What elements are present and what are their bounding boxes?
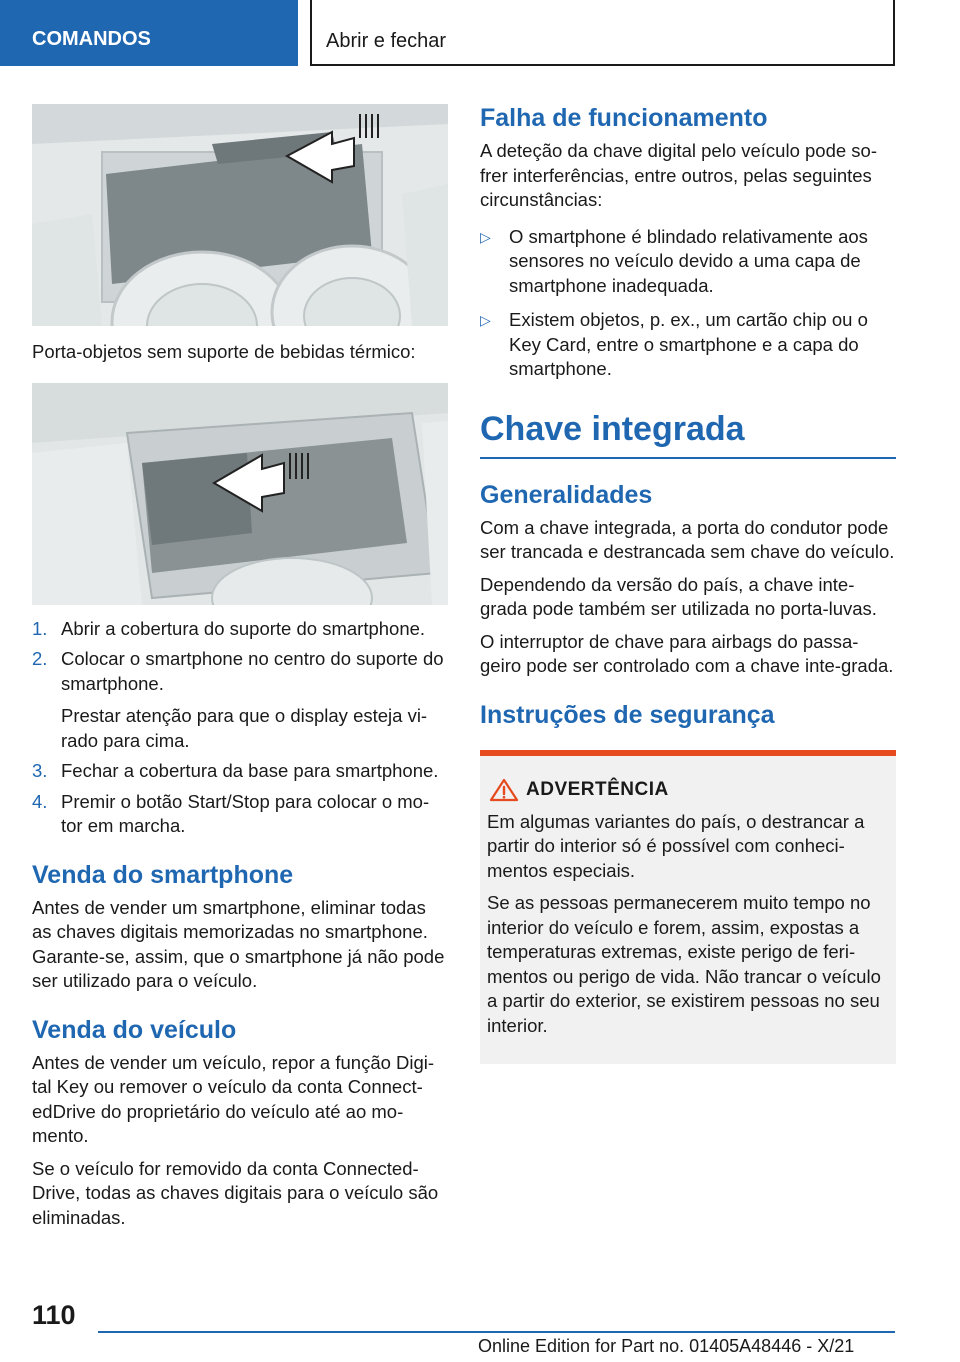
malfunction-list (480, 225, 896, 382)
warning-text-2: Se as pessoas permanecerem muito tempo no interior do veículo e forem, assim, expostas a temperaturas extremas, existe perigo de feri‐mentos ou perigo de vida. Não trancar o veículo a partir do exterior, se existirem pessoas no seu interior. (487, 892, 881, 1036)
heading-general: Generalidades (480, 480, 653, 509)
step-subtext: Prestar atenção para que o display esteja vi‐rado para cima. (61, 705, 428, 751)
header-bottom-border (310, 64, 895, 66)
left-column (32, 104, 448, 1230)
header-chapter-title: Abrir e fechar (326, 30, 447, 52)
list-item (480, 225, 896, 299)
triangle-bullet-icon: ▷ (480, 228, 491, 245)
list-item-text: O smartphone é blindado relativamente aos sensores no veículo devido a uma capa de smartphone inadequada. (509, 225, 868, 296)
header-section-label: COMANDOS (32, 28, 151, 50)
step-item (32, 759, 448, 784)
heading-safety: Instruções de segurança (480, 700, 775, 729)
photo-console-no-cupholder (32, 383, 448, 605)
warning-triangle-icon (487, 778, 521, 802)
list-item-text: Existem objetos, p. ex., um cartão chip ou o Key Card, entre o smartphone e a capa do smartphone. (509, 309, 868, 379)
page-number: 110 (32, 1300, 76, 1330)
triangle-bullet-icon: ▷ (480, 312, 491, 328)
warning-text-1: Em algumas variantes do país, o destrancar a partir do interior só é possível com conheci‐mentos especiais. (487, 810, 865, 881)
heading-integrated-key: Chave integrada (480, 410, 896, 459)
step-item (32, 790, 448, 839)
header-section-tab (0, 0, 298, 66)
step-number: 4. (32, 790, 48, 812)
step-number: 3. (32, 760, 48, 781)
warning-box (480, 750, 896, 1065)
warning-header (487, 778, 890, 802)
heading-malfunction: Falha de funcionamento (480, 104, 768, 132)
header-right-border (893, 0, 895, 66)
photo-console-top (32, 104, 448, 326)
general-text-1: Com a chave integrada, a porta do condutor pode ser trancada e destrancada sem chave do veículo. (480, 516, 895, 562)
header-separator (310, 0, 312, 66)
right-column (480, 104, 896, 1064)
general-text-2: Dependendo da versão do país, a chave inte‐grada pode também ser utilizada no porta-luvas. (480, 573, 877, 619)
malfunction-intro: A deteção da chave digital pelo veículo pode so‐frer interferências, entre outros, pelas seguintes circunstâncias: (480, 140, 878, 210)
footer-rule (98, 1331, 895, 1333)
general-text-3: O interruptor de chave para airbags do passa‐geiro pode ser controlado com a chave inte‐grada. (480, 630, 894, 676)
step-text: Abrir a cobertura do suporte do smartphone. (61, 617, 426, 639)
step-number: 1. (32, 617, 48, 639)
step-text: Colocar o smartphone no centro do suporte do smartphone. (61, 648, 444, 694)
photo-caption: Porta-objetos sem suporte de bebidas térmico: (32, 341, 416, 362)
step-item (32, 647, 448, 753)
warning-title: ADVERTÊNCIA (526, 778, 669, 800)
step-number: 2. (32, 648, 48, 669)
step-text: Premir o botão Start/Stop para colocar o mo‐tor em marcha. (61, 790, 430, 836)
list-item (480, 308, 896, 382)
step-item (32, 617, 448, 642)
sale-smartphone-text: Antes de vender um smartphone, eliminar todas as chaves digitais memorizadas no smartphone. Garante-se, assim, que o smartphone já não pode ser utilizado para o veículo. (32, 896, 445, 991)
heading-sale-smartphone: Venda do smartphone (32, 860, 294, 889)
steps-list (32, 617, 448, 839)
heading-sale-vehicle: Venda do veículo (32, 1015, 237, 1044)
step-text: Fechar a cobertura da base para smartphone. (61, 760, 439, 781)
sale-vehicle-text-1: Antes de vender um veículo, repor a função Digi‐tal Key ou remover o veículo da conta Connect‐edDrive do proprietário do veículo até ao mo‐mento. (32, 1051, 435, 1146)
sale-vehicle-text-2: Se o veículo for removido da conta Connected‐Drive, todas as chaves digitais para o veículo são eliminadas. (32, 1157, 439, 1228)
footer-edition-text: Online Edition for Part no. 01405A48446 - X/21 (478, 1336, 855, 1356)
